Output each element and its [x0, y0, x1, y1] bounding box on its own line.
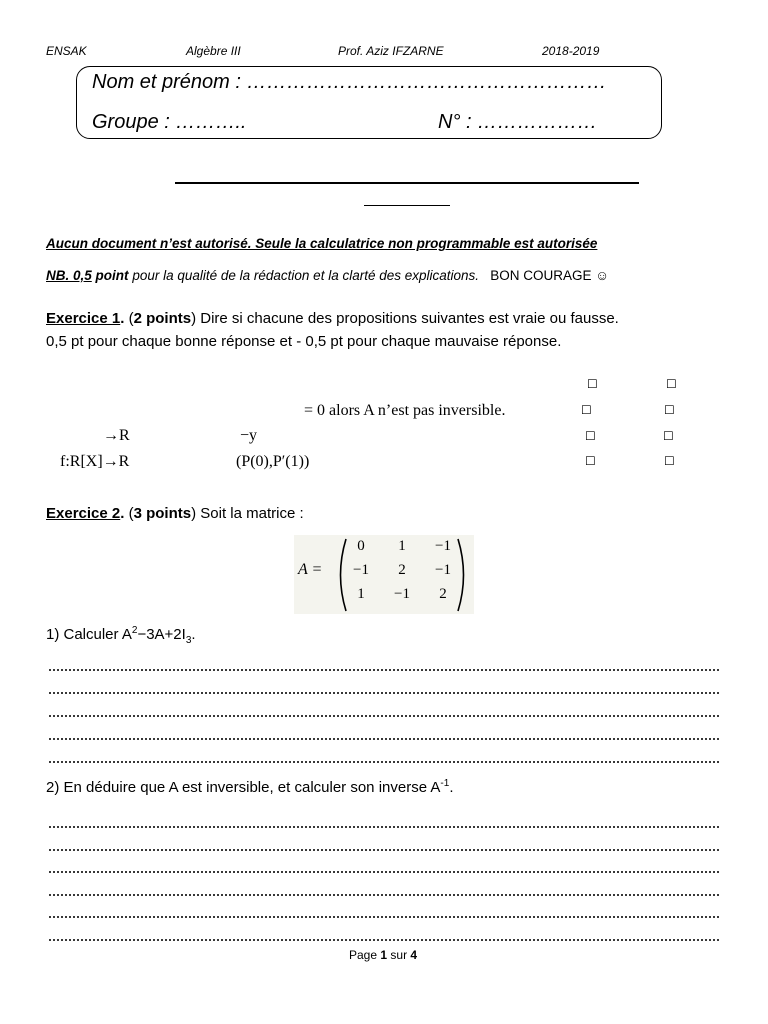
title-subrule: [364, 205, 450, 206]
answer-line[interactable]: [48, 894, 720, 896]
student-number-field-label: N° : ………………: [438, 111, 598, 133]
exercise-1-title: Exercice 1: [46, 310, 121, 327]
header-year: 2018-2019: [542, 44, 600, 58]
question-2-text: 2) En déduire que A est inversible, et calculer son inverse A: [46, 779, 441, 796]
matrix-entry-3-2: −1: [394, 586, 410, 602]
footer-page-word: Page: [349, 948, 378, 962]
footer-of-word: sur: [390, 948, 408, 962]
statement-2-text: = 0 alors A n’est pas inversible.: [304, 402, 506, 419]
footer-page-total: 4: [410, 948, 418, 962]
answer-line[interactable]: [48, 738, 720, 740]
matrix-entry-1-1: 0: [357, 538, 365, 554]
matrix-entry-3-1: 1: [357, 586, 365, 602]
question-1-subscript: 3: [185, 635, 192, 646]
matrix-name: A =: [298, 561, 323, 578]
exercise-2-heading: Exercice 2. (3 points) Soit la matrice :: [46, 505, 304, 522]
header-professor: Prof. Aziz IFZARNE: [338, 44, 444, 58]
answer-line[interactable]: [48, 692, 720, 694]
answer-line[interactable]: [48, 761, 720, 763]
nb-prefix: NB. 0,5: [46, 268, 92, 283]
footer-page-number: 1: [380, 948, 388, 962]
matrix-entry-2-1: −1: [353, 562, 369, 578]
exercise-2-title: Exercice 2: [46, 505, 121, 522]
exercise-1-scoring: 0,5 pt pour chaque bonne réponse et - 0,5 pt pour chaque mauvaise réponse.: [46, 333, 562, 350]
statement-3-false-checkbox[interactable]: ☐: [663, 429, 674, 443]
statement-3-map: →R: [103, 427, 130, 444]
statement-3-expr: −y: [240, 427, 258, 444]
question-2-end: .: [449, 779, 454, 796]
question-1: [46, 625, 196, 646]
matrix-entries: [346, 538, 458, 610]
exam-rules-notice: Aucun document n’est autorisé. Seule la calculatrice non programmable est autorisée: [46, 236, 598, 251]
page-footer: [349, 948, 417, 962]
exercise-2-intro: Soit la matrice :: [200, 505, 304, 522]
statement-3-true-checkbox[interactable]: ☐: [585, 429, 596, 443]
answer-line[interactable]: [48, 849, 720, 851]
matrix-entry-2-3: −1: [435, 562, 451, 578]
header-school: ENSAK: [46, 44, 87, 58]
answer-line[interactable]: [48, 939, 720, 941]
title-rule: [175, 182, 639, 184]
question-1-text: 1) Calculer A: [46, 626, 132, 643]
question-1-exponent: 2: [131, 625, 138, 636]
statement-2-true-checkbox[interactable]: ☐: [581, 403, 592, 417]
question-2: [46, 779, 453, 796]
matrix-entry-3-3: 2: [439, 586, 447, 602]
statement-2-false-checkbox[interactable]: ☐: [664, 403, 675, 417]
matrix-entry-2-2: 2: [398, 562, 406, 578]
name-field-label: Nom et prénom : ………………………………………………: [92, 71, 607, 93]
statement-1-true-checkbox[interactable]: ☐: [587, 377, 598, 391]
header-course: Algèbre III: [186, 44, 241, 58]
statement-1-false-checkbox[interactable]: ☐: [666, 377, 677, 391]
good-luck: BON COURAGE ☺: [490, 268, 610, 283]
matrix-entry-1-3: −1: [435, 538, 451, 554]
question-1-end: .: [191, 626, 196, 643]
nb-point-word: point: [95, 268, 129, 283]
exercise-2-points: 3 points: [133, 505, 192, 522]
exercise-1-instruction: Dire si chacune des propositions suivantes est vraie ou fausse.: [200, 310, 619, 327]
exercise-1-points: 2 points: [133, 310, 192, 327]
statement-4-false-checkbox[interactable]: ☐: [664, 454, 675, 468]
exercise-1-heading: Exercice 1. (2 points) Dire si chacune des propositions suivantes est vraie ou fausse.: [46, 310, 619, 327]
statement-4-map: f:R[X]→R: [60, 453, 130, 470]
matrix-entry-1-2: 1: [398, 538, 406, 554]
nb-note: [46, 268, 609, 283]
answer-line[interactable]: [48, 669, 720, 671]
answer-line[interactable]: [48, 826, 720, 828]
answer-line[interactable]: [48, 715, 720, 717]
statement-4-expr: (P(0),P′(1)): [236, 453, 310, 470]
statement-4-true-checkbox[interactable]: ☐: [585, 454, 596, 468]
answer-line[interactable]: [48, 871, 720, 873]
group-field-label: Groupe : ………..: [92, 111, 247, 133]
question-1-expression: −3A+2I: [137, 626, 186, 643]
question-2-exponent: -1: [440, 778, 450, 789]
nb-rest: pour la qualité de la rédaction et la clarté des explications.: [132, 268, 480, 283]
answer-line[interactable]: [48, 916, 720, 918]
